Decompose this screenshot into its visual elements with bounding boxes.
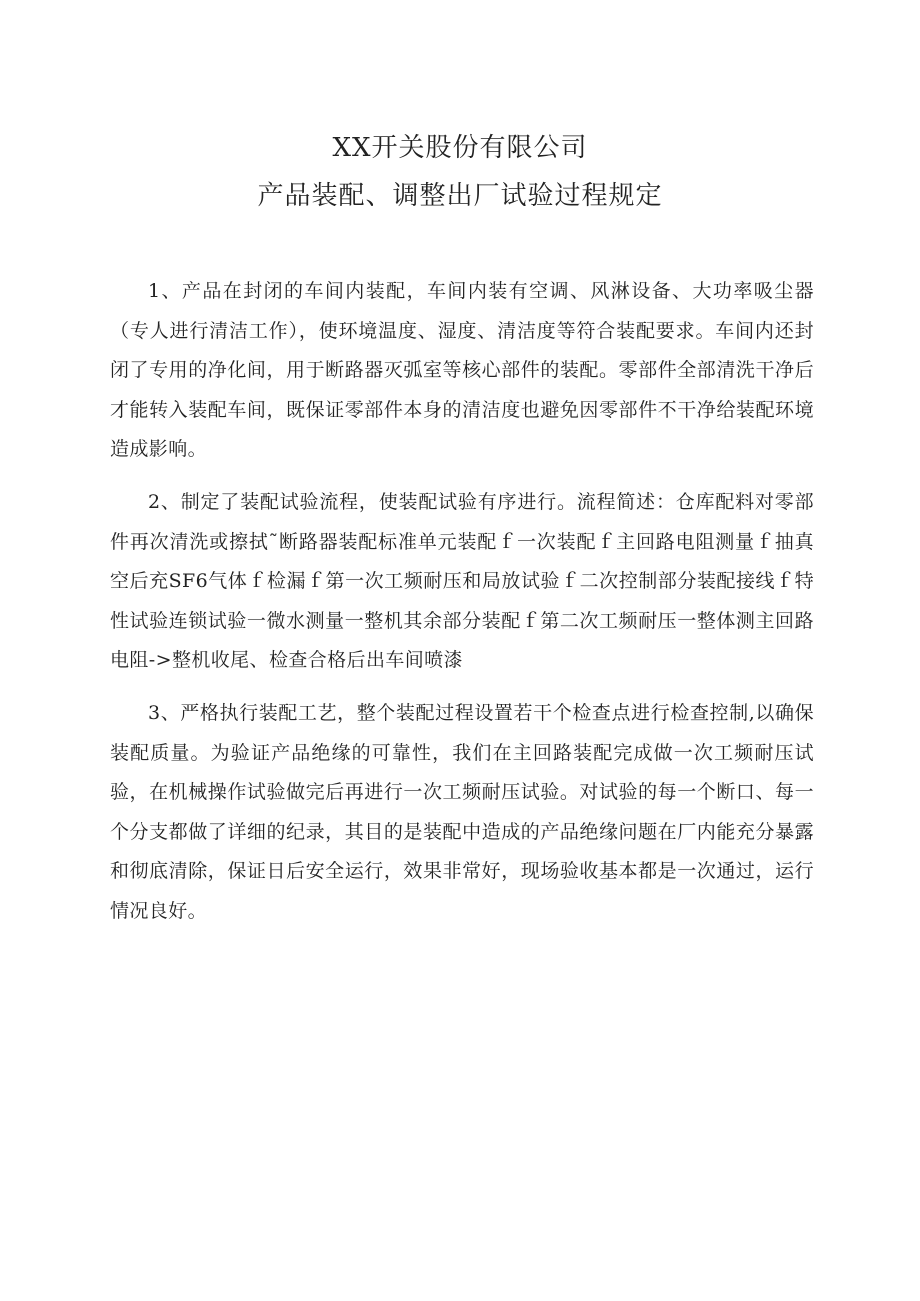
paragraph-3: 3、严格执行装配工艺，整个装配过程设置若干个检查点进行检查控制,以确保装配质量。为验证产品绝缘的可靠性，我们在主回路装配完成做一次工频耐压试验，在机械操作试验做完后再进行一次工频耐压试验。对试验的每一个断口、每一个分支都做了详细的纪录，其目的是装配中造成的产品绝缘问题在厂内能充分暴露和彻底清除，保证日后安全运行，效果非常好，现场验收基本都是一次通过，运行情况良好。: [110, 701, 814, 922]
document-subtitle: 产品装配、调整出厂试验过程规定: [257, 181, 663, 211]
paragraph-2: 2、制定了装配试验流程，使装配试验有序进行。流程简述：仓库配料对零部件再次清洗或擦拭˜断路器装配标准单元装配ｆ一次装配ｆ主回路电阻测量ｆ抽真空后充SF6气体ｆ检漏ｆ第一次工频耐压和局放试验ｆ二次控制部分装配接线ｆ特性试验连锁试验一微水测量一整机其余部分装配ｆ第二次工频耐压一整体测主回路电阻->整机收尾、检查合格后出车间喷漆: [110, 490, 814, 672]
company-name: XX开关股份有限公司: [332, 133, 588, 163]
document-body: [110, 272, 814, 945]
document-title: [0, 128, 920, 216]
paragraph-1: 1、产品在封闭的车间内装配，车间内装有空调、风淋设备、大功率吸尘器（专人进行清洁工作），使环境温度、湿度、清洁度等符合装配要求。车间内还封闭了专用的净化间，用于断路器灭弧室等核心部件的装配。零部件全部清洗干净后才能转入装配车间，既保证零部件本身的清洁度也避免因零部件不干净给装配环境造成影响。: [110, 280, 814, 461]
